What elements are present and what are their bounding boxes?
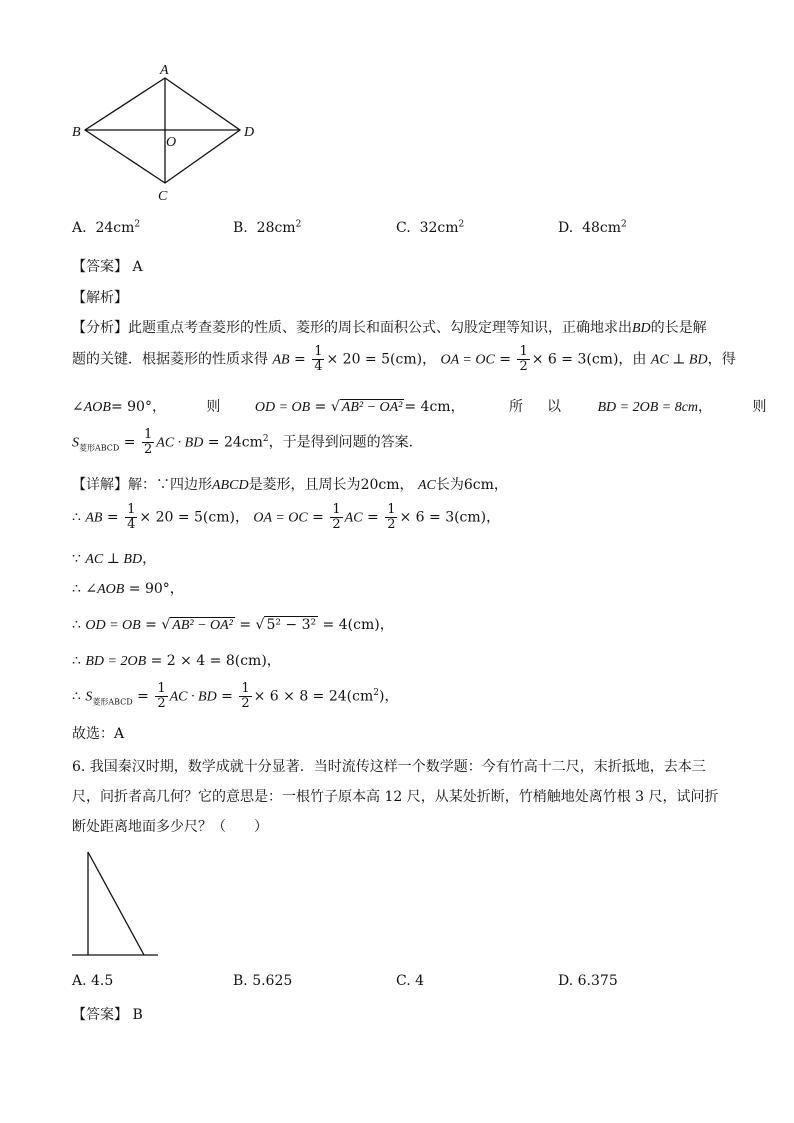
q6-option-a: A. 4.5 [72,973,114,989]
detail-line-2: ∴ AB = $\frac{1}{4}$ × 20 = 5(cm)， OA = OC = $\frac{1}{2}$ AC = $\frac{1}{2}$ × 6 = 3(cm)， [72,502,501,532]
detail-line-6: ∴ BD = 2OB = 2 × 4 = 8(cm)， [72,653,281,669]
q5-analysis-tag: 【解析】 [72,290,128,306]
label-o: O [166,135,177,150]
q6-line-2: 尺，问折者高几何？它的意思是：一根竹子原本高 12 尺，从某处折断，竹梢触地处离竹根 3 尺，试问折 [72,789,719,805]
q5-answer: 【答案】 A [72,259,143,275]
detail-line-3: ∵ AC ⊥ BD， [72,551,157,567]
label-c: C [158,189,168,204]
detail-line-7: ∴ $S_{菱形ABCD}$ = $\frac{1}{2}$ AC · BD = $\frac{1}{2}$ × $6 \times 8 = 24(cm^2)$， [72,681,399,711]
q6-option-d: D. 6.375 [558,973,618,989]
detail-line-5: ∴ OD = OB = √ AB² − OA² = √ 5² − 3² = 4(cm)， [72,617,394,633]
bamboo-triangle-figure [66,846,166,961]
detail-line-4: ∴ ∠AOB = 90°， [72,581,184,597]
q5-option-d: D. $48cm^2$ [558,219,627,236]
q6-line-1: 6. 我国秦汉时期，数学成就十分显著．当时流传这样一个数学题：今有竹高十二尺，末折抵地，去本三 [72,759,706,775]
q5-option-b: B. $28cm^2$ [233,219,302,236]
detail-line-1: 【详解】解：∵四边形ABCD是菱形，且周长为20cm， AC长为6cm， [72,477,508,493]
rhombus-figure [60,60,280,210]
label-d: D [244,125,255,140]
q6-option-c: C. 4 [396,973,425,989]
q6-answer: 【答案】 B [72,1007,143,1023]
q6-option-b: B. 5.625 [233,973,293,989]
fenxi-line-3: ∠AOB= 90°， 则 OD = OB = √ AB² − OA² = 4cm， 所 以 BD = 2OB = 8cm， 则 [72,399,767,415]
label-a: A [160,63,169,78]
detail-conclusion: 故选：A [72,726,125,742]
fenxi-line-2: 题的关键．根据菱形的性质求得 AB = $\frac{1}{4}$ × 20 = 5(cm)， OA = OC = $\frac{1}{2}$ × 6 = 3(cm)，由 AC ⊥ BD，得 [72,344,736,374]
q5-option-a: A. $24cm^2$ [72,219,141,236]
fenxi-line-4: $S_{菱形ABCD}$ = $\frac{1}{2}$ AC · BD = $24cm^2$，于是得到问题的答案． [72,427,423,457]
bamboo-broken-part [88,852,144,955]
q5-option-c: C. $32cm^2$ [396,219,465,236]
fenxi-line-1: 【分析】此题重点考查菱形的性质、菱形的周长和面积公式、勾股定理等知识，正确地求出BD的长是解 [72,320,707,336]
q6-line-3: 断处距离地面多少尺？（ ） [72,819,268,835]
label-b: B [72,125,81,140]
